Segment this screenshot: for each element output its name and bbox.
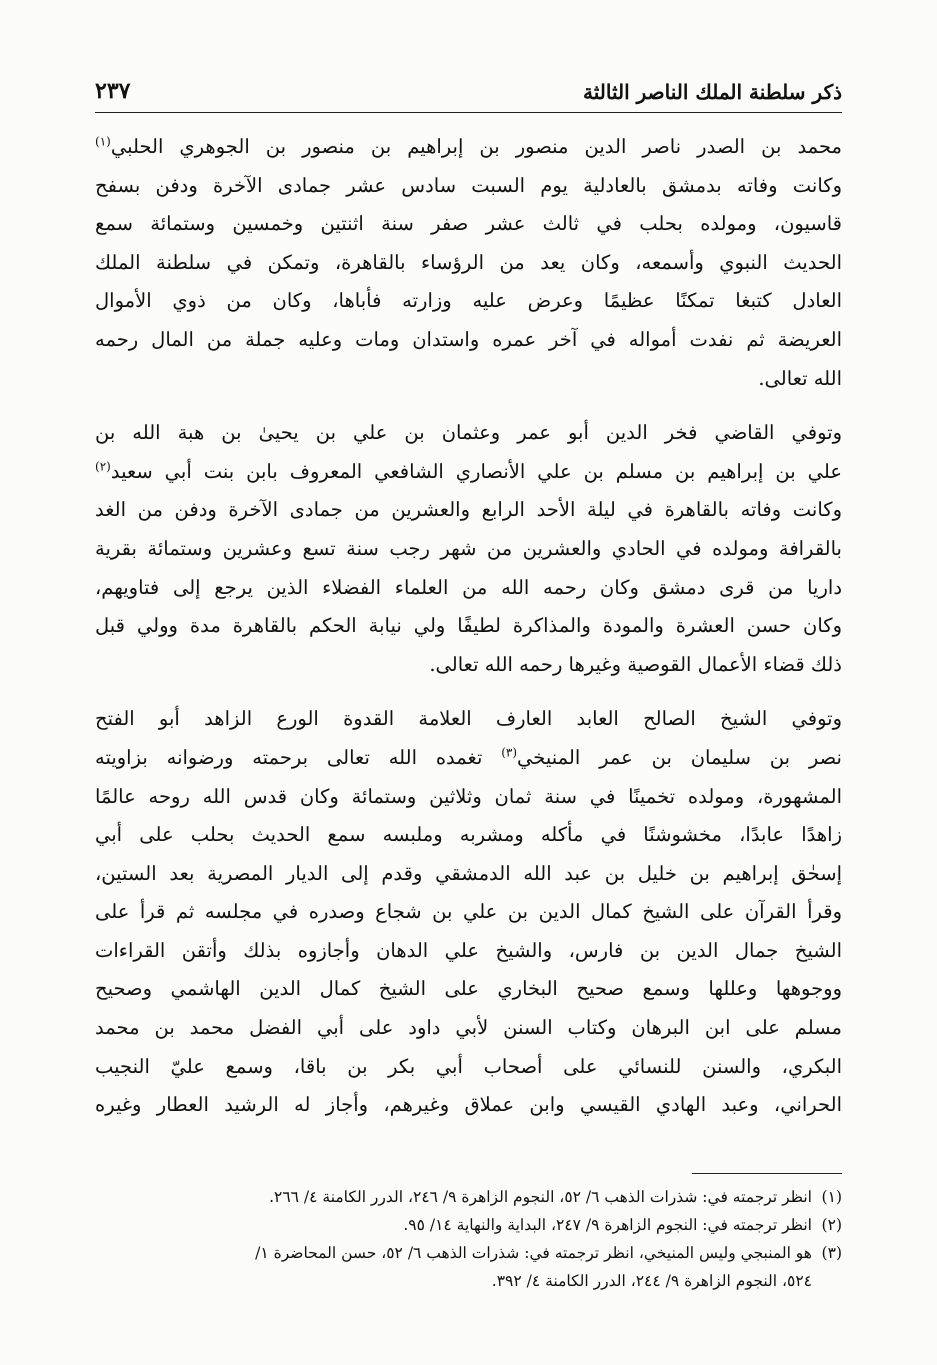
text-line: زاهدًا عابدًا، مخشوشنًا في مأكله ومشربه وملبسه سمع الحديث بحلب على أبي — [95, 823, 842, 847]
footnote-number: (٢) — [821, 1216, 842, 1234]
text-line: العريضة ثم نفدت أمواله في آخر عمره واستدان ومات وعليه جملة من المال رحمه — [95, 327, 842, 351]
text-line: وتوفي القاضي فخر الدين أبو عمر وعثمان بن علي بن يحيىٰ بن هبة الله بن — [95, 421, 842, 445]
footnote-marker: (٢) — [95, 459, 111, 474]
page-header — [95, 72, 842, 113]
text-line: البكري، والسنن للنسائي على أصحاب أبي بكر بن باقا، وسمع عليّ النجيب — [95, 1054, 842, 1078]
text-line: الشيخ جمال الدين بن فارس، والشيخ علي الدهان وأجازوه بذلك وأتقن القراءات — [95, 938, 842, 962]
running-title: ذكر سلطنة الملك الناصر الثالثة — [583, 80, 842, 104]
text-line: وتوفي الشيخ الصالح العابد العارف العلامة القدوة الورع الزاهد أبو الفتح — [95, 707, 842, 731]
footnote-1: (١)انظر ترجمته في: شذرات الذهب ٦/ ٥٢، النجوم الزاهرة ٩/ ٢٤٦، الدرر الكامنة ٤/ ٢٦٦. — [95, 1183, 842, 1211]
text-line: ووجوهها وعللها وسمع صحيح البخاري على الشيخ كمال الدين الهاشمي وصحيح — [95, 977, 842, 1001]
text-line: وكانت وفاته بالقاهرة في ليلة الأحد الرابع والعشرين من جمادى الآخرة ودفن من الغد — [95, 498, 842, 522]
main-text — [95, 128, 842, 1125]
text-line: الله تعالى. — [758, 366, 842, 390]
footnote-marker: (٣) — [501, 745, 518, 760]
text-line: الحديث النبوي وأسمعه، وكان يعد من الرؤساء بالقاهرة، وتمكن في سلطنة الملك — [95, 250, 842, 274]
text-line: وقرأ القرآن على الشيخ كمال الدين بن علي بن شجاع وصدره في مجلسه ثم قرأ على — [95, 900, 842, 924]
paragraph-1 — [95, 128, 842, 398]
footnotes — [95, 1183, 842, 1295]
text-line: علي بن إبراهيم بن مسلم بن علي الأنصاري الشافعي المعروف بابن بنت أبي سعيد$^{(٢)}$ — [95, 459, 842, 483]
footnote-2: (٢)انظر ترجمته في: النجوم الزاهرة ٩/ ٢٤٧، البداية والنهاية ١٤/ ٩٥. — [95, 1211, 842, 1239]
footnote-divider — [692, 1173, 842, 1174]
text-line: وكانت وفاته بدمشق بالعادلية يوم السبت سادس عشر جمادى الآخرة ودفن بسفح — [95, 173, 842, 197]
text-line: بالقرافة ومولده في الحادي والعشرين من شهر رجب سنة تسع وعشرين وستمائة بقرية — [95, 536, 842, 560]
text-line: قاسيون، ومولده بحلب في ثالث عشر صفر سنة اثنتين وخمسين وستمائة سمع — [95, 212, 842, 236]
footnote-3: (٣)هو المنبجي وليس المنيخي، انظر ترجمته في: شذرات الذهب ٦/ ٥٢، حسن المحاضرة ١/ — [95, 1239, 842, 1267]
paragraph-2 — [95, 414, 842, 684]
footnote-3-continued: ٥٢٤، النجوم الزاهرة ٩/ ٢٤٤، الدرر الكامنة ٤/ ٣٩٢. — [491, 1272, 812, 1290]
text-line: العادل كتبغا تمكنًا عظيمًا وعرض عليه وزارته فأباها، وكان من ذوي الأموال — [95, 289, 842, 313]
text-line: داريا من قرى دمشق وكان رحمه الله من العلماء الفضلاء الذين يرجع إلى فتاويهم، — [95, 575, 842, 599]
footnote-number: (٣) — [821, 1244, 842, 1262]
text-line: المشهورة، ومولده تخمينًا في سنة ثمان وثلاثين وستمائة وكان قدس الله روحه عالمًا — [95, 784, 842, 808]
text-line: محمد بن الصدر ناصر الدين منصور بن إبراهيم بن منصور بن الجوهري الحلبي$^{(١)}$ — [95, 134, 842, 158]
text-line: وكان حسن العشرة والمودة والمذاكرة لطيفًا ولي نيابة الحكم بالقاهرة مدة وولي قبل — [95, 614, 842, 638]
text-line: إسحٰق إبراهيم بن خليل بن عبد الله الدمشقي وقدم إلى الديار المصرية بعد الستين، — [95, 861, 842, 885]
text-line: ذلك قضاء الأعمال القوصية وغيرها رحمه الله تعالى. — [429, 652, 842, 676]
text-line: مسلم على ابن البرهان وكتاب السنن لأبي داود على أبي الفضل محمد بن محمد — [95, 1016, 842, 1040]
page-number: ٢٣٧ — [95, 78, 131, 104]
text-line: الحراني، وعبد الهادي القيسي وابن عملاق وغيرهم، وأجاز له الرشيد العطار وغيره — [95, 1093, 842, 1117]
footnote-marker: (١) — [95, 134, 111, 149]
paragraph-3 — [95, 700, 842, 1125]
footnote-number: (١) — [821, 1188, 842, 1206]
text-line: نصر بن سليمان بن عمر المنيخي$^{(٣)}$ تغمده الله تعالى برحمته ورضوانه بزاويته — [95, 745, 842, 769]
